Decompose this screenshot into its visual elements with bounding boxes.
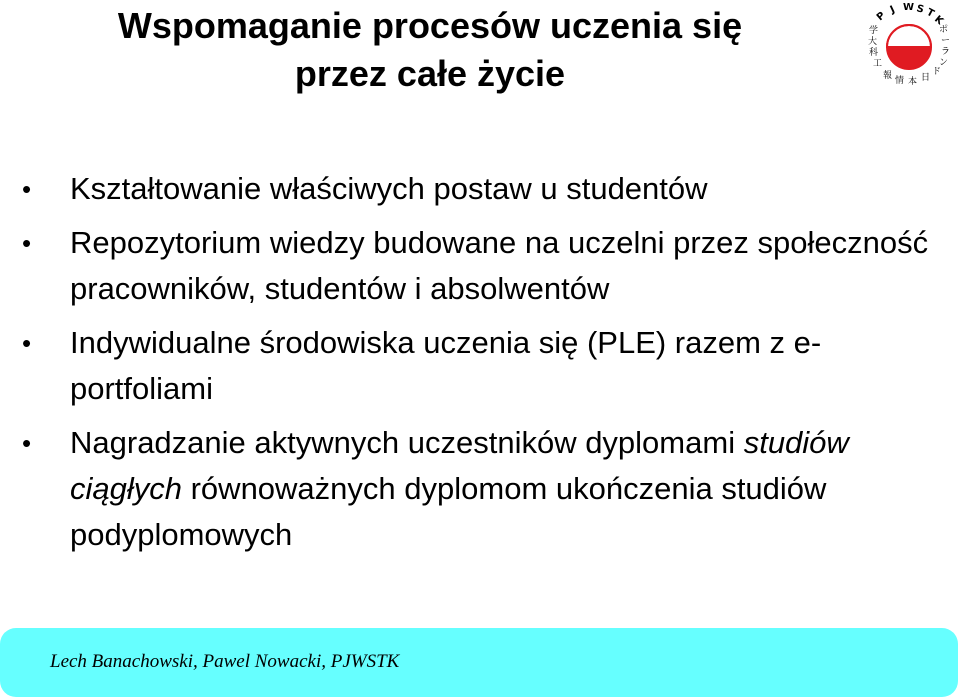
bullet-text-end: równoważnych dyplomom ukończenia studiów podyplomowych: [70, 471, 827, 552]
logo-jp-left-2: 大: [868, 37, 878, 47]
bullet-item: [0, 420, 960, 558]
logo-jp-bottom-3: 本: [908, 77, 918, 87]
logo-jp-bottom-2: 情: [895, 76, 905, 86]
logo-jp-left-1: 学: [869, 26, 879, 36]
logo-letter-t: T: [924, 6, 936, 20]
logo-letter-w: W: [903, 3, 915, 13]
bullet-text: Repozytorium wiedzy budowane na uczelni przez społeczność pracowników, studentów i absolwentów: [70, 225, 929, 306]
bullet-dot: •: [22, 174, 32, 204]
slide-title: [30, 2, 830, 98]
logo-letter-p: P: [874, 10, 888, 24]
bullet-list: [0, 166, 960, 566]
bullet-item: [0, 166, 960, 212]
bullet-dot: •: [22, 328, 32, 358]
bullet-text: Indywidualne środowiska uczenia się (PLE) razem z e-portfoliami: [70, 325, 822, 406]
bullet-text-italic: studiów ciągłych: [70, 425, 849, 506]
bullet-dot: •: [22, 228, 32, 258]
logo-kana-right-4: ン: [939, 58, 949, 68]
bullet-item: [0, 320, 960, 412]
logo-jp-left-4: 工: [873, 59, 883, 69]
footer-credit: Lech Banachowski, Pawel Nowacki, PJWSTK: [50, 651, 400, 672]
logo-kana-right-3: ラ: [941, 47, 951, 57]
logo-jp-left-3: 科: [869, 48, 879, 58]
logo-kana-right-5: ド: [932, 67, 942, 77]
bullet-dot: •: [22, 428, 32, 458]
pjwstk-logo: [866, 3, 952, 89]
title-line-1: Wspomaganie procesów uczenia się: [117, 5, 743, 46]
logo-letter-k: K: [932, 13, 946, 28]
logo-jp-bottom-4: 日: [921, 73, 931, 83]
logo-jp-bottom-1: 報: [883, 71, 893, 81]
logo-kana-right-1: ポ: [939, 25, 949, 35]
bullet-text: Kształtowanie właściwych postaw u studentów: [70, 171, 708, 206]
bullet-item: [0, 220, 960, 312]
logo-letter-j: J: [888, 4, 897, 16]
bullet-text-start: Nagradzanie aktywnych uczestników dyplomami: [70, 425, 744, 460]
title-line-2: przez całe życie: [294, 53, 566, 94]
logo-kana-right-2: ー: [941, 36, 951, 46]
footer-bar: [0, 628, 958, 697]
logo-letter-s: S: [915, 3, 926, 16]
